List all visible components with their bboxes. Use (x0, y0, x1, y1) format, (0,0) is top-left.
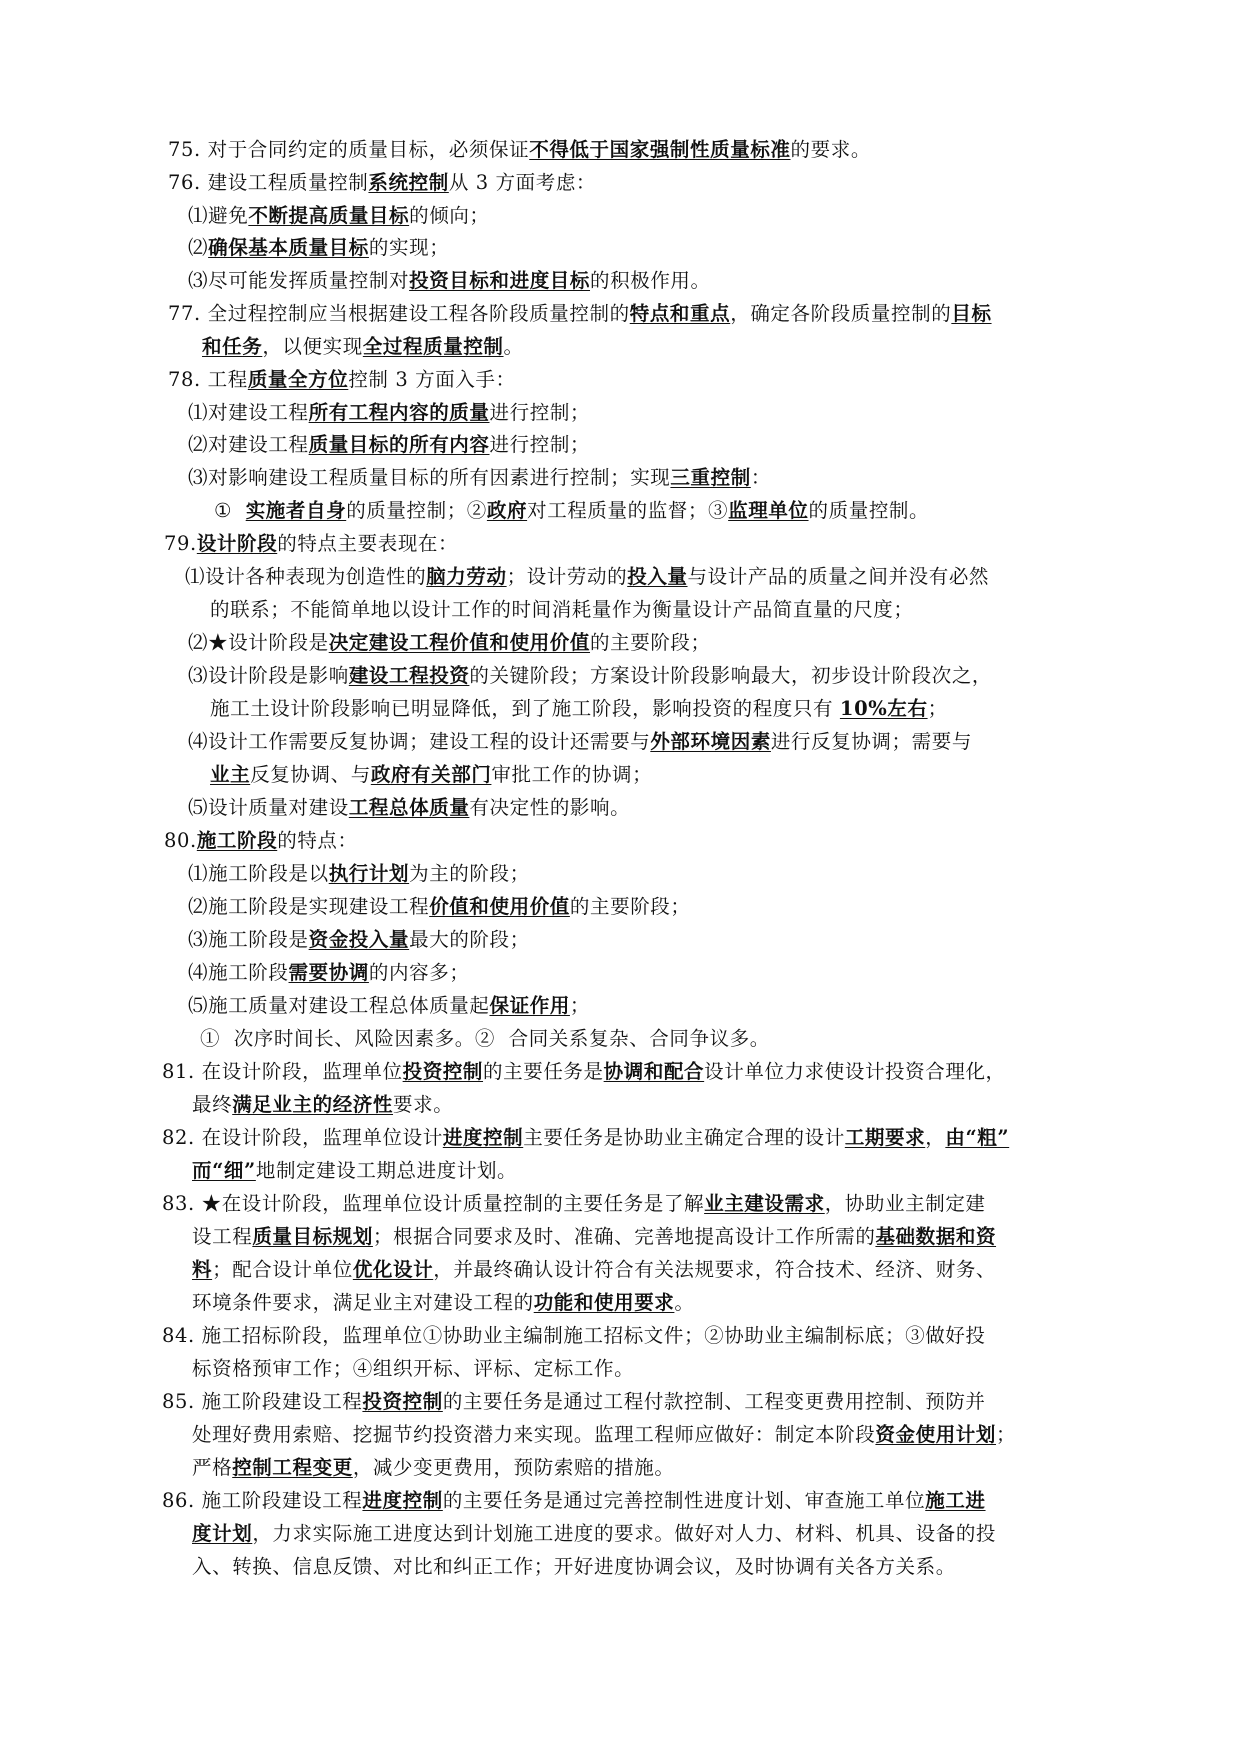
text-segment: 反复协调、与 (250, 763, 371, 786)
text-line (188, 267, 711, 295)
emphasized-term: 外部环境因素 (650, 730, 771, 753)
emphasized-term: 投入量 (627, 565, 688, 588)
emphasized-term: 施工阶段 (196, 829, 278, 852)
text-segment: 81. 在设计阶段，监理单位 (162, 1060, 403, 1083)
text-segment: 处理好费用索赔、挖掘节约投资潜力来实现。监理工程师应做好：制定本阶段 (192, 1423, 876, 1446)
text-segment: ，以便实现 (262, 335, 363, 358)
emphasized-term: 满足业主的经济性 (232, 1093, 394, 1116)
text-segment: 80. (164, 829, 197, 852)
text-line (188, 399, 590, 427)
text-line (188, 926, 530, 954)
text-segment: 的联系；不能简单地以设计工作的时间消耗量作为衡量设计产品简直量的尺度； (210, 598, 914, 621)
text-line (192, 1256, 996, 1284)
emphasized-term: 质量目标的所有内容 (308, 433, 490, 456)
text-segment: 对工程质量的监督；③ (527, 499, 729, 522)
text-segment: ；设计劳动的 (506, 565, 628, 588)
text-segment: 为主的阶段； (409, 862, 530, 885)
text-segment: ⑶尽可能发挥质量控制对 (188, 269, 410, 292)
text-segment: ⑷施工阶段 (188, 961, 289, 984)
text-segment: ⑴设计各种表现为创造性的 (185, 565, 427, 588)
text-line (188, 464, 771, 492)
text-line (188, 234, 449, 262)
emphasized-term: 由“粗” (945, 1126, 1010, 1149)
emphasized-term: 设计阶段 (196, 532, 278, 555)
emphasized-term: 和任务 (202, 335, 263, 358)
emphasized-term: 施工进 (925, 1489, 986, 1512)
emphasized-term: 保证作用 (489, 994, 570, 1017)
emphasized-term: 工程总体质量 (348, 796, 470, 819)
text-line (192, 1520, 996, 1548)
text-segment: ⑷设计工作需要反复协调；建设工程的设计还需要与 (188, 730, 651, 753)
text-segment: 严格 (192, 1456, 233, 1479)
text-line (188, 662, 992, 690)
text-line (162, 1190, 986, 1218)
text-line (214, 497, 929, 525)
text-segment: 85. 施工阶段建设工程 (162, 1390, 363, 1413)
text-line (192, 1553, 956, 1581)
text-line (168, 300, 992, 328)
emphasized-term: 不断提高质量目标 (248, 204, 410, 227)
text-line (164, 827, 358, 855)
emphasized-term: 协调和配合 (603, 1060, 705, 1083)
text-segment: 进行控制； (489, 433, 591, 456)
text-segment: 77. 全过程控制应当根据建设工程各阶段质量控制的 (168, 302, 630, 325)
text-segment: ⑵对建设工程 (188, 433, 309, 456)
text-line (168, 169, 596, 197)
text-segment: 的主要任务是 (483, 1060, 604, 1083)
text-segment: ： (750, 466, 771, 489)
emphasized-term: 工期要求 (844, 1126, 926, 1149)
text-line (188, 959, 469, 987)
emphasized-term: 脑力劳动 (426, 565, 507, 588)
emphasized-term: 投资目标和进度目标 (409, 269, 591, 292)
text-segment: ⑶施工阶段是 (188, 928, 309, 951)
emphasized-term: 所有工程内容的质量 (308, 401, 490, 424)
text-line (210, 761, 652, 789)
text-segment: ⑶对影响建设工程质量目标的所有因素进行控制；实现 (188, 466, 671, 489)
text-segment: 的要求。 (790, 138, 871, 161)
text-segment: 与设计产品的质量之间并没有必然 (687, 565, 990, 588)
text-segment: ⑴对建设工程 (188, 401, 309, 424)
text-line (188, 860, 530, 888)
text-segment: 的主要阶段； (590, 631, 711, 654)
emphasized-term: 确保基本质量目标 (208, 236, 369, 259)
emphasized-term: 而“细” (192, 1159, 256, 1182)
text-line (202, 333, 524, 361)
text-segment: 的内容多； (368, 961, 470, 984)
emphasized-term: 特点和重点 (629, 302, 731, 325)
text-segment: 82. 在设计阶段，监理单位设计 (162, 1126, 443, 1149)
emphasized-term: 政府有关部门 (370, 763, 492, 786)
text-segment: 有决定性的影响。 (469, 796, 631, 819)
text-line (192, 1223, 996, 1251)
text-segment: 78. 工程 (168, 368, 248, 391)
emphasized-term: 投资控制 (362, 1390, 443, 1413)
text-segment: ⑴避免 (188, 204, 249, 227)
emphasized-term: 全过程质量控制 (362, 335, 504, 358)
emphasized-term: 执行计划 (328, 862, 410, 885)
text-line (162, 1388, 986, 1416)
text-segment: 标资格预审工作；④组织开标、评标、定标工作。 (192, 1357, 635, 1380)
text-line (188, 629, 711, 657)
emphasized-term: 建设工程投资 (348, 664, 470, 687)
text-line (192, 1421, 1016, 1449)
text-segment: 86. 施工阶段建设工程 (162, 1489, 363, 1512)
text-segment: 设计单位力求使设计投资合理化， (704, 1060, 1006, 1083)
text-segment: ；根据合同要求及时、准确、完善地提高设计工作所需的 (372, 1225, 876, 1248)
text-line (192, 1355, 634, 1383)
text-segment: 的主要阶段； (569, 895, 691, 918)
text-segment: ， (925, 1126, 946, 1149)
text-segment: 的特点： (277, 829, 358, 852)
emphasized-term: 不得低于国家强制性质量标准 (529, 138, 791, 161)
text-line (188, 202, 490, 230)
text-segment: 环境条件要求，满足业主对建设工程的 (192, 1291, 534, 1314)
text-segment: 施工土设计阶段影响已明显降低，到了施工阶段，影响投资的程度只有 (210, 697, 840, 720)
text-line (200, 1025, 770, 1053)
emphasized-term: 质量全方位 (247, 368, 349, 391)
text-segment: 的特点主要表现在： (277, 532, 459, 555)
emphasized-term: 监理单位 (728, 499, 809, 522)
text-segment: 最大的阶段； (409, 928, 530, 951)
text-segment: ⑸设计质量对建设 (188, 796, 349, 819)
text-line (162, 1058, 1006, 1086)
emphasized-term: 系统控制 (368, 171, 449, 194)
emphasized-term: 功能和使用要求 (533, 1291, 675, 1314)
text-segment: 入、转换、信息反馈、对比和纠正工作；开好进度协调会议，及时协调有关各方关系。 (192, 1555, 956, 1578)
text-segment: ，力求实际施工进度达到计划施工进度的要求。做好对人力、材料、机具、设备的投 (252, 1522, 997, 1545)
text-segment: 控制 3 方面入手： (348, 368, 516, 391)
emphasized-term: 控制工程变更 (232, 1456, 353, 1479)
text-segment: ⑵施工阶段是实现建设工程 (188, 895, 430, 918)
text-line (210, 596, 914, 624)
text-segment: 79. (164, 532, 197, 555)
emphasized-term: 投资控制 (402, 1060, 484, 1083)
text-line (168, 136, 871, 164)
text-line (192, 1091, 453, 1119)
text-segment: ，确定各阶段质量控制的 (730, 302, 952, 325)
text-segment: 。 (503, 335, 524, 358)
text-segment: 的质量控制。 (808, 499, 930, 522)
text-line (192, 1157, 517, 1185)
text-line (188, 728, 972, 756)
text-segment: ，减少变更费用，预防索赔的措施。 (352, 1456, 675, 1479)
text-line (162, 1322, 986, 1350)
text-segment: 设工程 (192, 1225, 253, 1248)
text-line (188, 992, 590, 1020)
emphasized-term: 优化设计 (352, 1258, 434, 1281)
text-segment: 83. ★在设计阶段，监理单位设计质量控制的主要任务是了解 (162, 1192, 705, 1215)
text-line (192, 1289, 695, 1317)
text-segment: ① (214, 499, 246, 522)
text-line (185, 563, 989, 591)
text-line (188, 794, 630, 822)
emphasized-term: 需要协调 (288, 961, 369, 984)
text-segment: 的主要任务是通过工程付款控制、工程变更费用控制、预防并 (442, 1390, 986, 1413)
text-segment: 进行反复协调；需要与 (770, 730, 972, 753)
emphasized-term: 资金使用计划 (875, 1423, 997, 1446)
text-line (164, 530, 458, 558)
text-line (188, 431, 590, 459)
text-line (192, 1454, 674, 1482)
emphasized-term: 实施者自身 (245, 499, 347, 522)
text-segment: ⑵ (188, 236, 209, 259)
emphasized-term: 资金投入量 (308, 928, 410, 951)
text-segment: 主要任务是协助业主确定合理的设计 (523, 1126, 845, 1149)
emphasized-term: 进度控制 (362, 1489, 443, 1512)
emphasized-term: 三重控制 (670, 466, 751, 489)
emphasized-term: 度计划 (192, 1522, 253, 1545)
text-segment: 要求。 (393, 1093, 454, 1116)
text-segment: 最终 (192, 1093, 233, 1116)
emphasized-term: 决定建设工程价值和使用价值 (328, 631, 591, 654)
text-segment: 审批工作的协调； (491, 763, 653, 786)
emphasized-term: 进度控制 (442, 1126, 524, 1149)
text-segment: ；配合设计单位 (212, 1258, 353, 1281)
text-segment: 的主要任务是通过完善控制性进度计划、审查施工单位 (442, 1489, 926, 1512)
text-segment: 的实现； (368, 236, 450, 259)
text-segment: ① 次序时间长、风险因素多。② 合同关系复杂、合同争议多。 (200, 1027, 770, 1050)
text-segment: ⑵★设计阶段是 (188, 631, 329, 654)
emphasized-term: 业主 (210, 763, 251, 786)
text-segment: 。 (674, 1291, 695, 1314)
text-segment: 76. 建设工程质量控制 (168, 171, 369, 194)
emphasized-term: 质量目标规划 (252, 1225, 373, 1248)
text-line (168, 366, 516, 394)
text-segment: 的倾向； (409, 204, 490, 227)
text-line (162, 1124, 1009, 1152)
text-segment: 进行控制； (489, 401, 591, 424)
text-segment: ⑴施工阶段是以 (188, 862, 329, 885)
text-segment: ⑸施工质量对建设工程总体质量起 (188, 994, 490, 1017)
text-segment: ⑶设计阶段是影响 (188, 664, 349, 687)
text-segment: 的质量控制；② (346, 499, 487, 522)
text-line (210, 695, 948, 723)
emphasized-term: 基础数据和资 (875, 1225, 997, 1248)
emphasized-term: 10%左右 (839, 697, 928, 720)
emphasized-term: 目标 (951, 302, 992, 325)
emphasized-term: 料 (192, 1258, 213, 1281)
text-segment: 的积极作用。 (590, 269, 711, 292)
text-segment: ，协助业主制定建 (824, 1192, 986, 1215)
text-segment: 75. 对于合同约定的质量目标，必须保证 (168, 138, 530, 161)
text-segment: 地制定建设工期总进度计划。 (255, 1159, 518, 1182)
emphasized-term: 价值和使用价值 (429, 895, 570, 918)
text-segment: 84. 施工招标阶段，监理单位①协助业主编制施工招标文件；②协助业主编制标底；③做好投 (162, 1324, 986, 1347)
text-segment: ； (996, 1423, 1017, 1446)
text-segment: ； (569, 994, 591, 1017)
text-line (188, 893, 691, 921)
emphasized-term: 业主建设需求 (704, 1192, 825, 1215)
text-segment: ； (927, 697, 948, 720)
text-segment: 的关键阶段；方案设计阶段影响最大，初步设计阶段次之， (469, 664, 993, 687)
text-segment: 从 3 方面考虑： (448, 171, 597, 194)
emphasized-term: 政府 (486, 499, 528, 522)
text-line (162, 1487, 986, 1515)
text-segment: ，并最终确认设计符合有关法规要求，符合技术、经济、财务、 (433, 1258, 997, 1281)
